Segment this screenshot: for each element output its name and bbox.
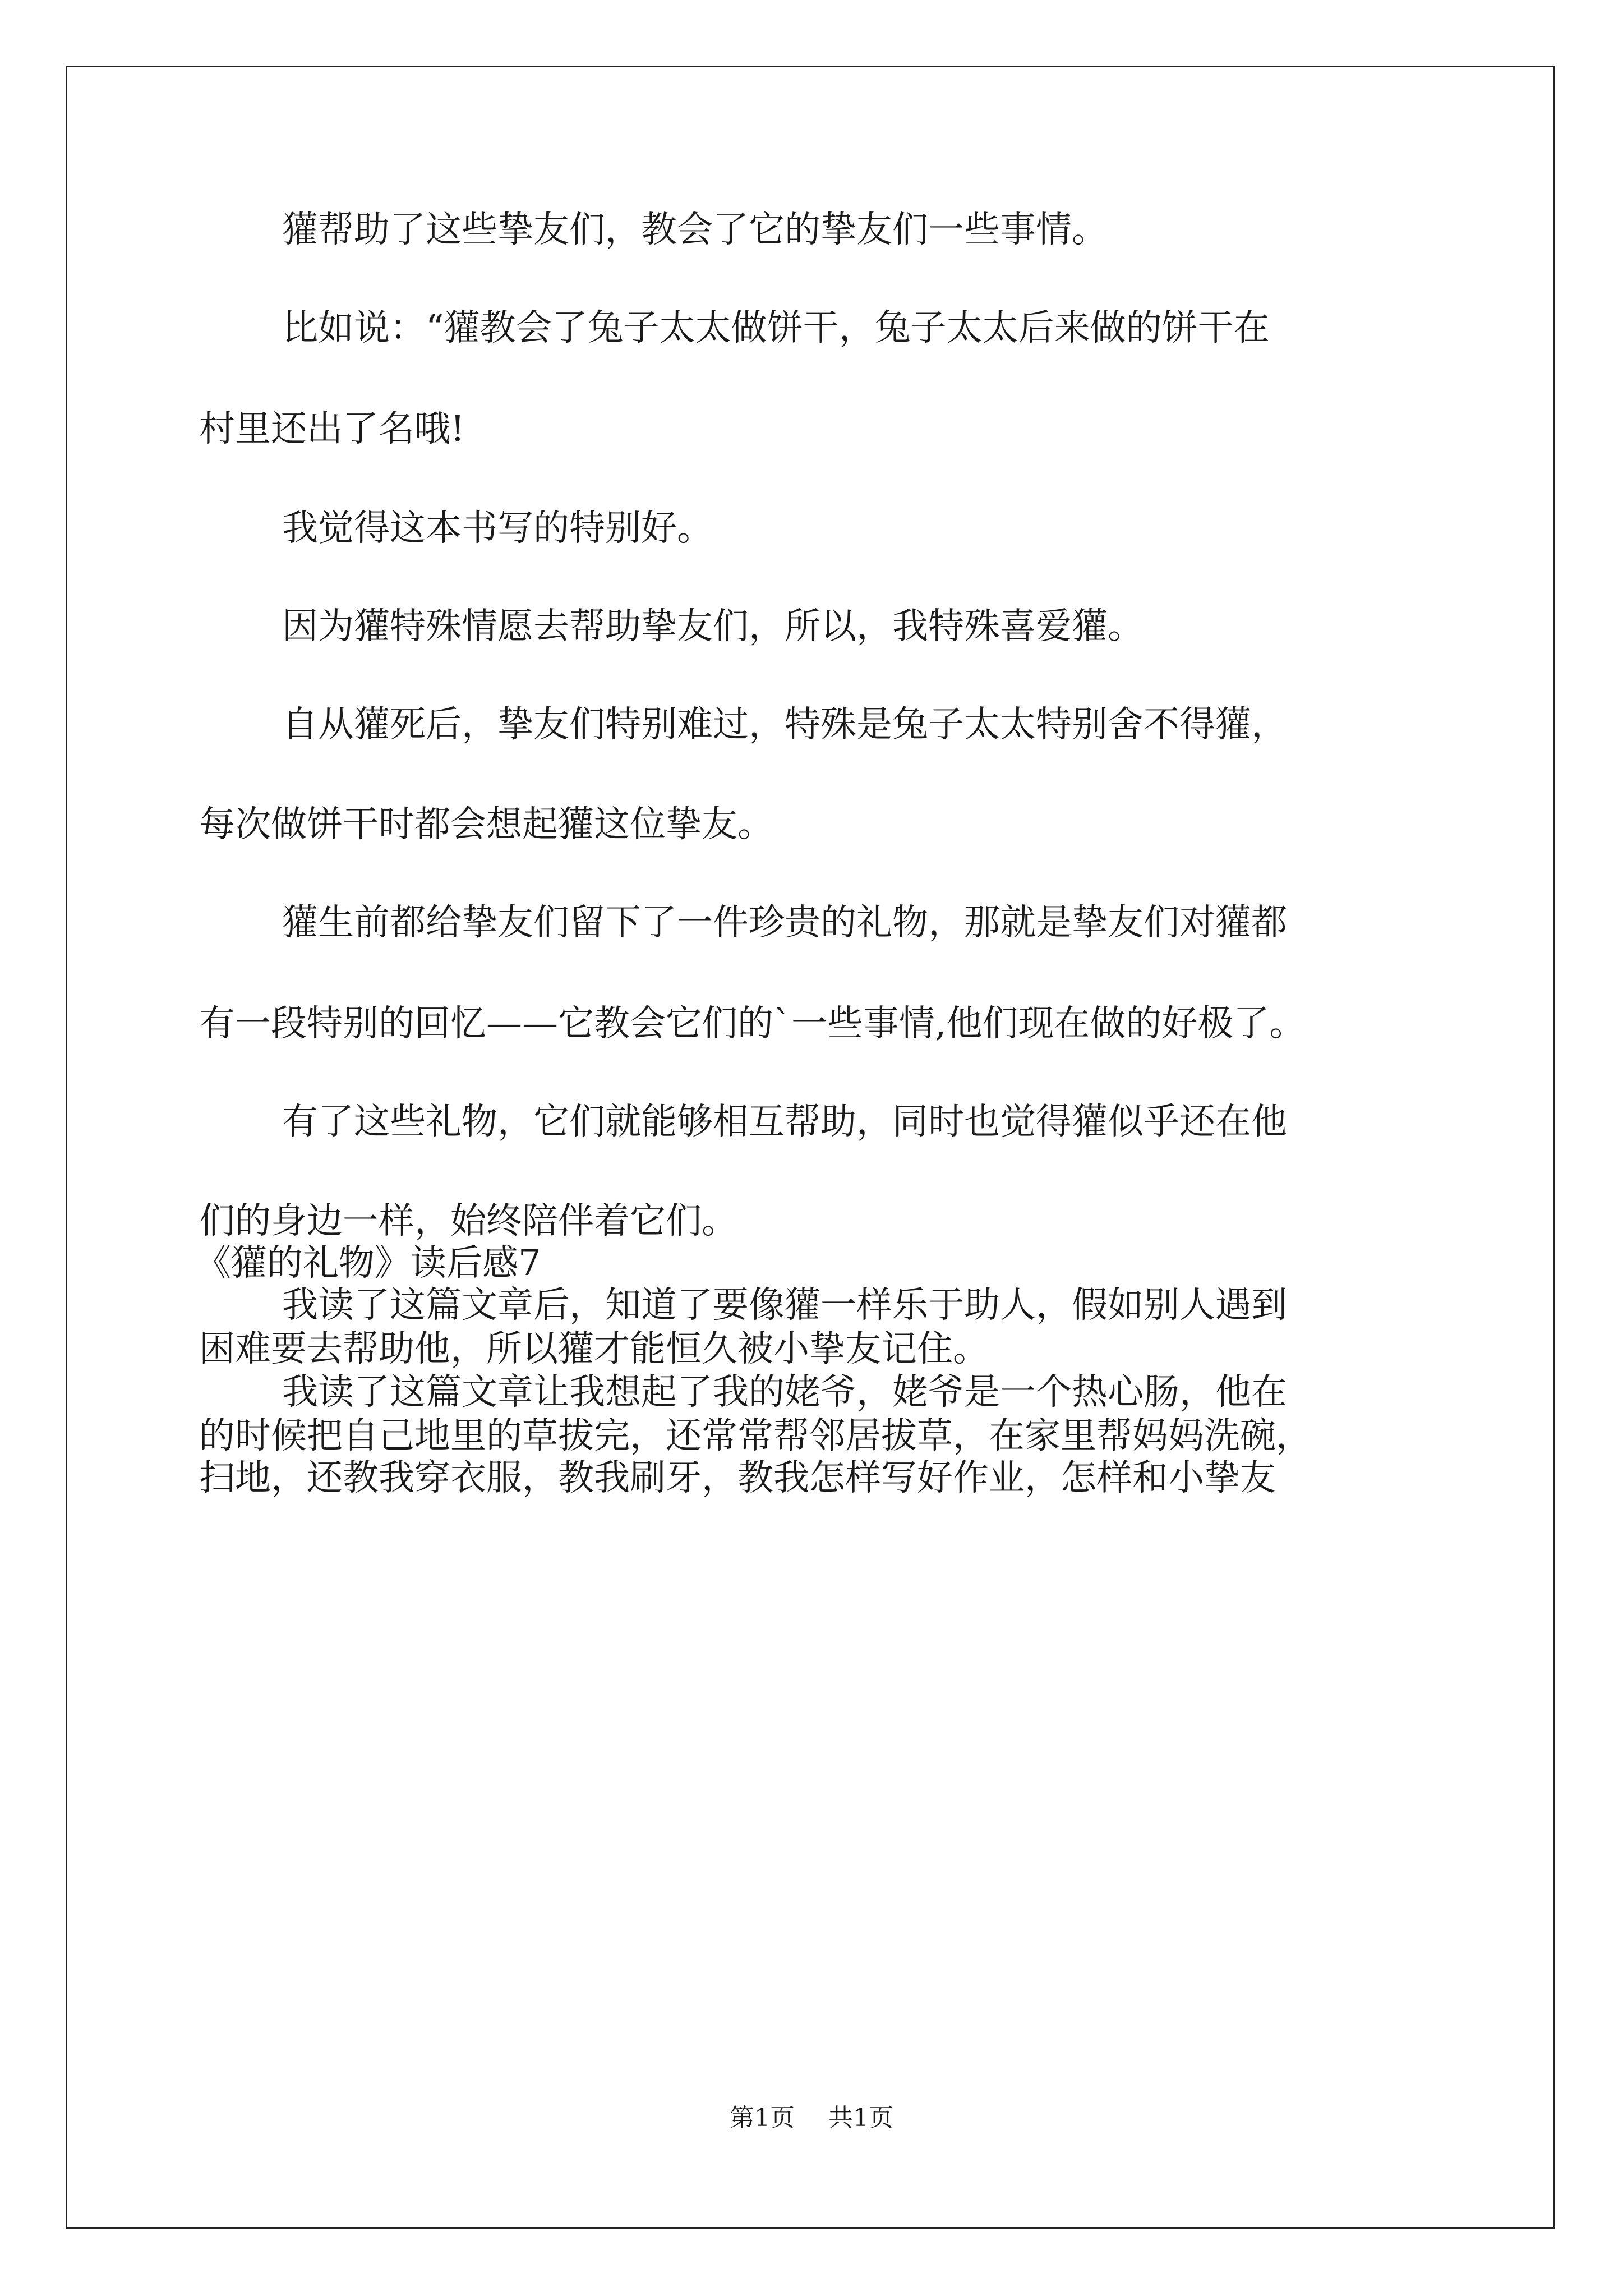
paragraph-line: 村里还出了名哦! [199,408,465,450]
page-number: 第1页 [730,2104,795,2132]
paragraph-line: 的时候把自己地里的草拔完，还常常帮邻居拔草，在家里帮妈妈洗碗， [199,1415,1312,1457]
paragraph-line: 獾帮助了这些挚友们，教会了它的挚友们一些事情。 [282,209,1108,251]
paragraph-line: 有一段特别的回忆——它教会它们的`一些事情,他们现在做的好极了。 [199,1003,1306,1045]
paragraph-line: 有了这些礼物，它们就能够相互帮助，同时也觉得獾似乎还在他 [282,1101,1287,1143]
paragraph-line: 我觉得这本书写的特别好。 [282,508,713,549]
paragraph-line: 比如说：“獾教会了兔子太太做饼干，兔子太太后来做的饼干在 [282,307,1270,349]
paragraph-line: 困难要去帮助他，所以獾才能恒久被小挚友记住。 [199,1328,989,1370]
section-heading: 《獾的礼物》读后感7 [195,1243,541,1284]
paragraph-line: 扫地，还教我穿衣服，教我刷牙，教我怎样写好作业，怎样和小挚友 [199,1457,1276,1499]
page-total: 共1页 [828,2104,893,2132]
paragraph-line: 因为獾特殊情愿去帮助挚友们，所以，我特殊喜爱獾。 [282,606,1144,647]
paragraph-line: 自从獾死后，挚友们特别难过，特殊是兔子太太特别舍不得獾， [282,704,1287,746]
document-body [195,208,1433,1499]
paragraph-line: 们的身边一样，始终陪伴着它们。 [199,1200,737,1242]
paragraph-line: 我读了这篇文章后，知道了要像獾一样乐于助人，假如别人遇到 [282,1285,1287,1326]
paragraph-line: 獾生前都给挚友们留下了一件珍贵的礼物，那就是挚友们对獾都 [282,902,1287,944]
page-footer [0,2102,1623,2134]
paragraph-line: 我读了这篇文章让我想起了我的姥爷，姥爷是一个热心肠，他在 [282,1372,1287,1413]
paragraph-line: 每次做饼干时都会想起獾这位挚友。 [199,804,773,845]
